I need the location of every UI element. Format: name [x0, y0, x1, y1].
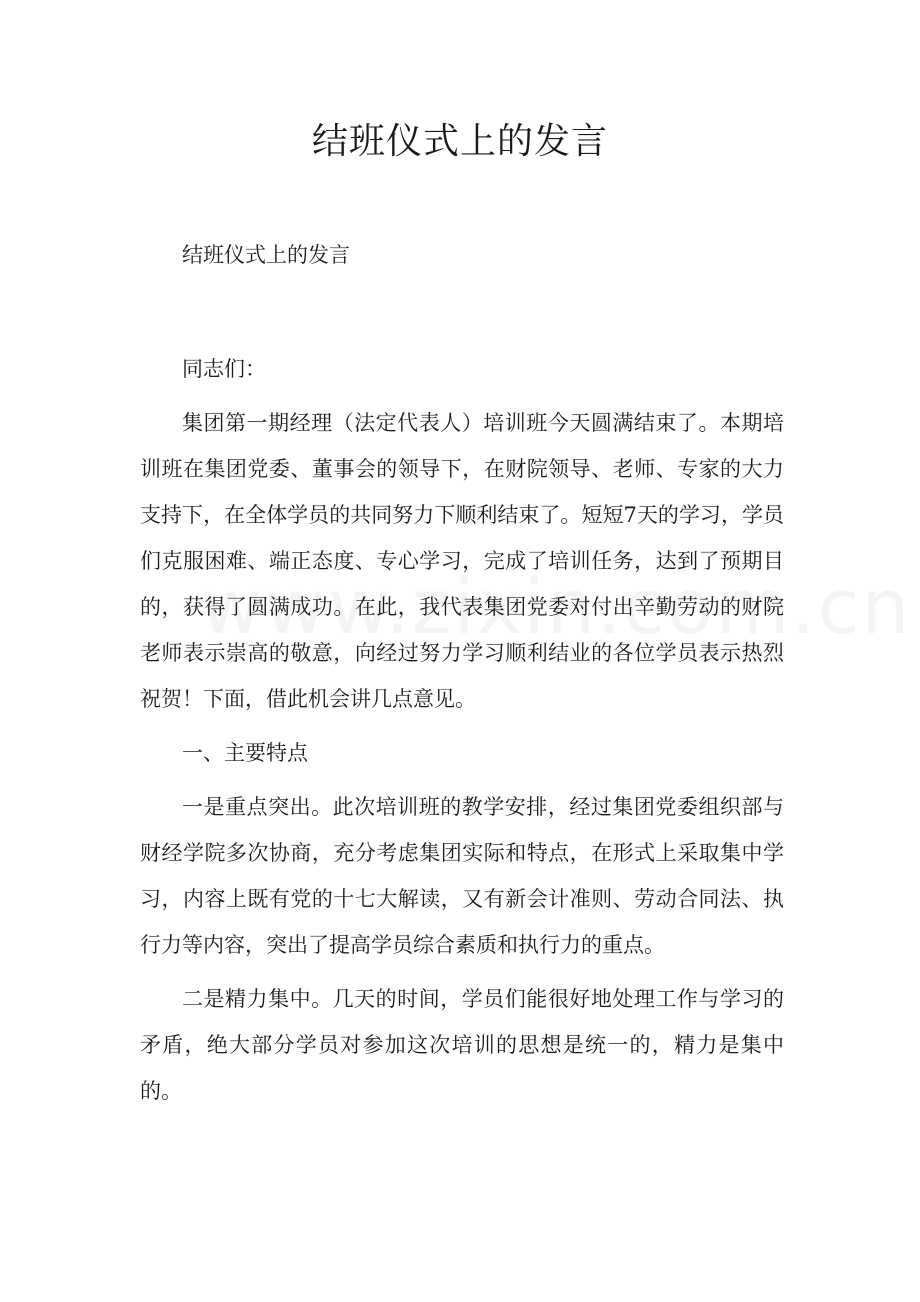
paragraph-subtitle: 结班仪式上的发言 [182, 243, 350, 267]
paragraph-point-two: 二是精力集中。几天的时间，学员们能很好地处理工作与学习的矛盾，绝大部分学员对参加这次培训的思想是统一的，精力是集中的。 [140, 987, 784, 1103]
paragraph-point-one: 一是重点突出。此次培训班的教学安排，经过集团党委组织部与财经学院多次协商，充分考虑集团实际和特点，在形式上采取集中学习，内容上既有党的十七大解读，又有新会计准则、劳动合同法、执行力等内容，突出了提高学员综合素质和执行力的重点。 [140, 795, 784, 957]
document-title: 结班仪式上的发言 [311, 121, 608, 162]
section-heading: 一、主要特点 [182, 741, 308, 765]
paragraph-intro: 集团第一期经理（法定代表人）培训班今天圆满结束了。本期培训班在集团党委、董事会的领导下，在财院领导、老师、专家的大力支持下，在全体学员的共同努力下顺利结束了。短短7天的学习，学员们克服困难、端正态度、专心学习，完成了培训任务，达到了预期目的，获得了圆满成功。在此，我代表集团党委对付出辛勤劳动的财院老师表示崇高的敬意，向经过努力学习顺利结业的各位学员表示热烈祝贺！下面，借此机会讲几点意见。 [140, 411, 784, 711]
paragraph-salutation: 同志们： [182, 357, 266, 381]
document-body [140, 232, 784, 1114]
